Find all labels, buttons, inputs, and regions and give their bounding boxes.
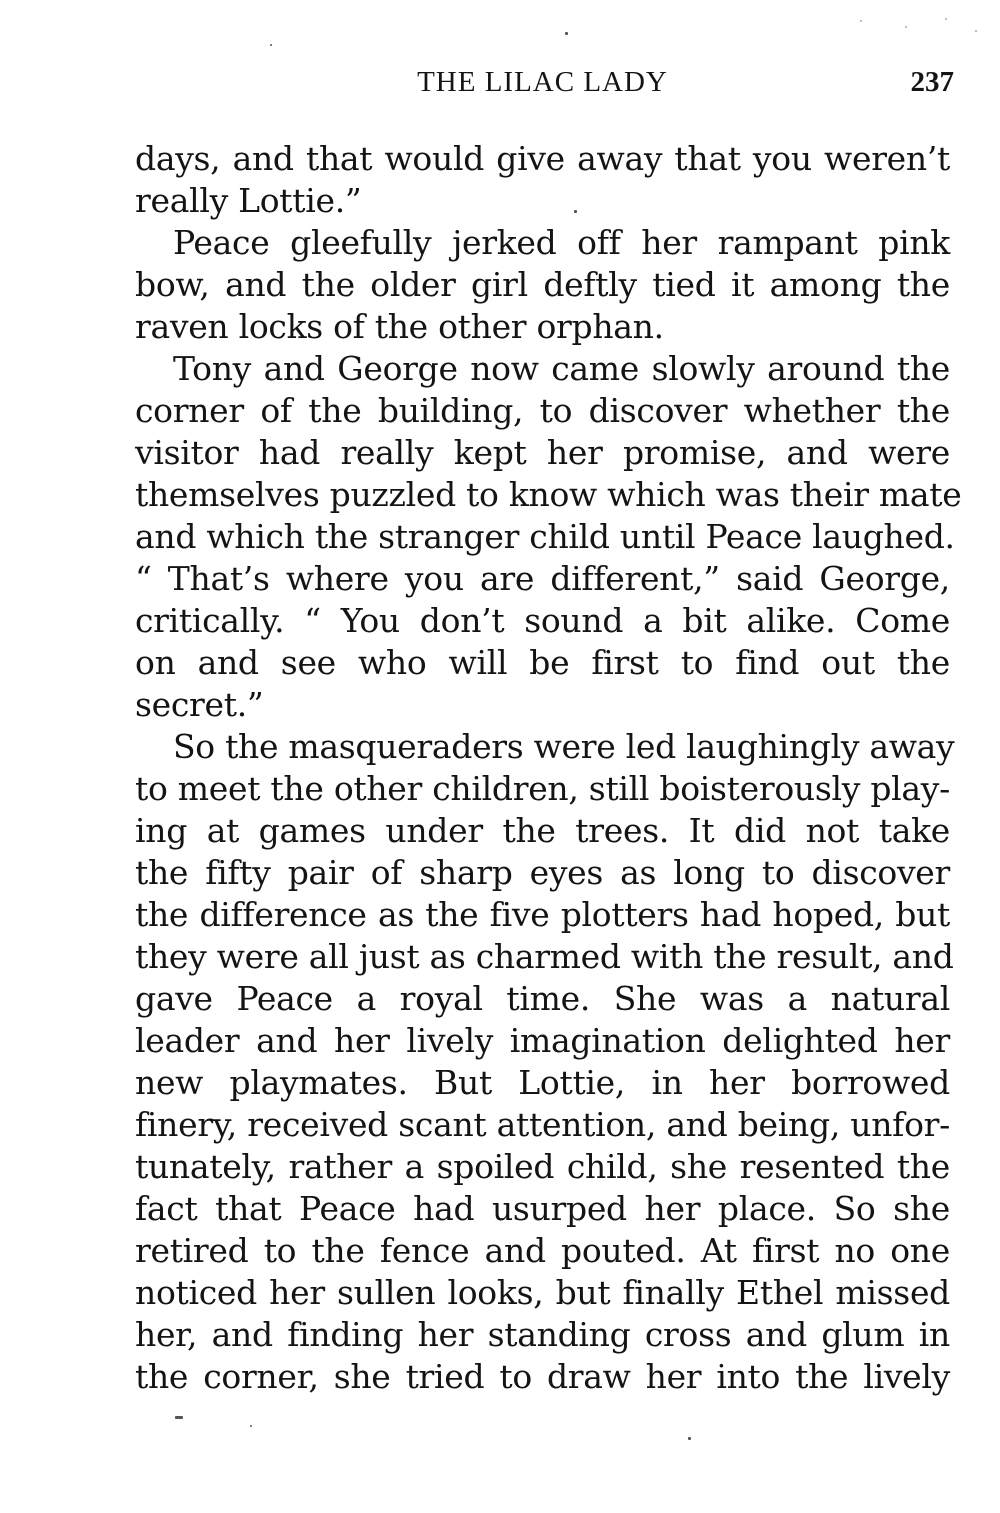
text-line: visitor had really kept her promise, and were (135, 433, 950, 472)
text-line: So the masqueraders were led laughingly away (173, 727, 955, 766)
text-line: retired to the fence and pouted. At first no one (135, 1231, 950, 1270)
scan-speck (175, 1416, 183, 1419)
text-line: and which the stranger child until Peace laughed. (135, 517, 955, 556)
text-line: ing at games under the trees. It did not take (135, 811, 950, 850)
text-line: secret.” (135, 685, 264, 724)
scan-speck (860, 20, 862, 22)
text-line: the difference as the five plotters had hoped, but (135, 895, 950, 934)
text-line: “ That’s where you are different,” said George, (135, 559, 950, 598)
text-line: new playmates. But Lottie, in her borrowed (135, 1063, 950, 1102)
scan-speck (250, 1425, 252, 1427)
text-line: critically. “ You don’t sound a bit alike. Come (135, 601, 950, 640)
scan-speck (565, 32, 568, 35)
page-header (135, 66, 954, 106)
scan-speck (574, 210, 577, 213)
text-line: days, and that would give away that you weren’t (135, 139, 950, 178)
text-line: tunately, rather a spoiled child, she resented the (135, 1147, 950, 1186)
scan-speck (270, 44, 272, 46)
text-line: her, and finding her standing cross and glum in (135, 1315, 950, 1354)
text-line: they were all just as charmed with the result, and (135, 937, 954, 976)
text-line: noticed her sullen looks, but finally Ethel missed (135, 1273, 950, 1312)
scan-speck (688, 1437, 691, 1440)
scan-speck (975, 30, 977, 32)
text-line: to meet the other children, still boisterously play- (135, 769, 950, 808)
scan-speck (905, 26, 907, 28)
text-line: finery, received scant attention, and being, unfor- (135, 1105, 950, 1144)
text-line: gave Peace a royal time. She was a natural (135, 979, 950, 1018)
running-title: THE LILAC LADY (417, 66, 668, 98)
text-line: themselves puzzled to know which was their mate (135, 475, 962, 514)
text-line: raven locks of the other orphan. (135, 307, 664, 346)
scan-speck (945, 18, 947, 20)
body-text (135, 138, 962, 1398)
text-line: Peace gleefully jerked off her rampant pink (173, 223, 950, 262)
text-line: leader and her lively imagination delighted her (135, 1021, 950, 1060)
page-number: 237 (910, 66, 954, 98)
text-line: corner of the building, to discover whether the (135, 391, 950, 430)
text-line: the fifty pair of sharp eyes as long to discover (135, 853, 950, 892)
text-line: really Lottie.” (135, 181, 362, 220)
text-line: bow, and the older girl deftly tied it among the (135, 265, 950, 304)
text-line: fact that Peace had usurped her place. So she (135, 1189, 950, 1228)
text-line: on and see who will be first to find out the (135, 643, 950, 682)
text-line: the corner, she tried to draw her into the lively (135, 1357, 950, 1396)
text-line: Tony and George now came slowly around the (173, 349, 950, 388)
